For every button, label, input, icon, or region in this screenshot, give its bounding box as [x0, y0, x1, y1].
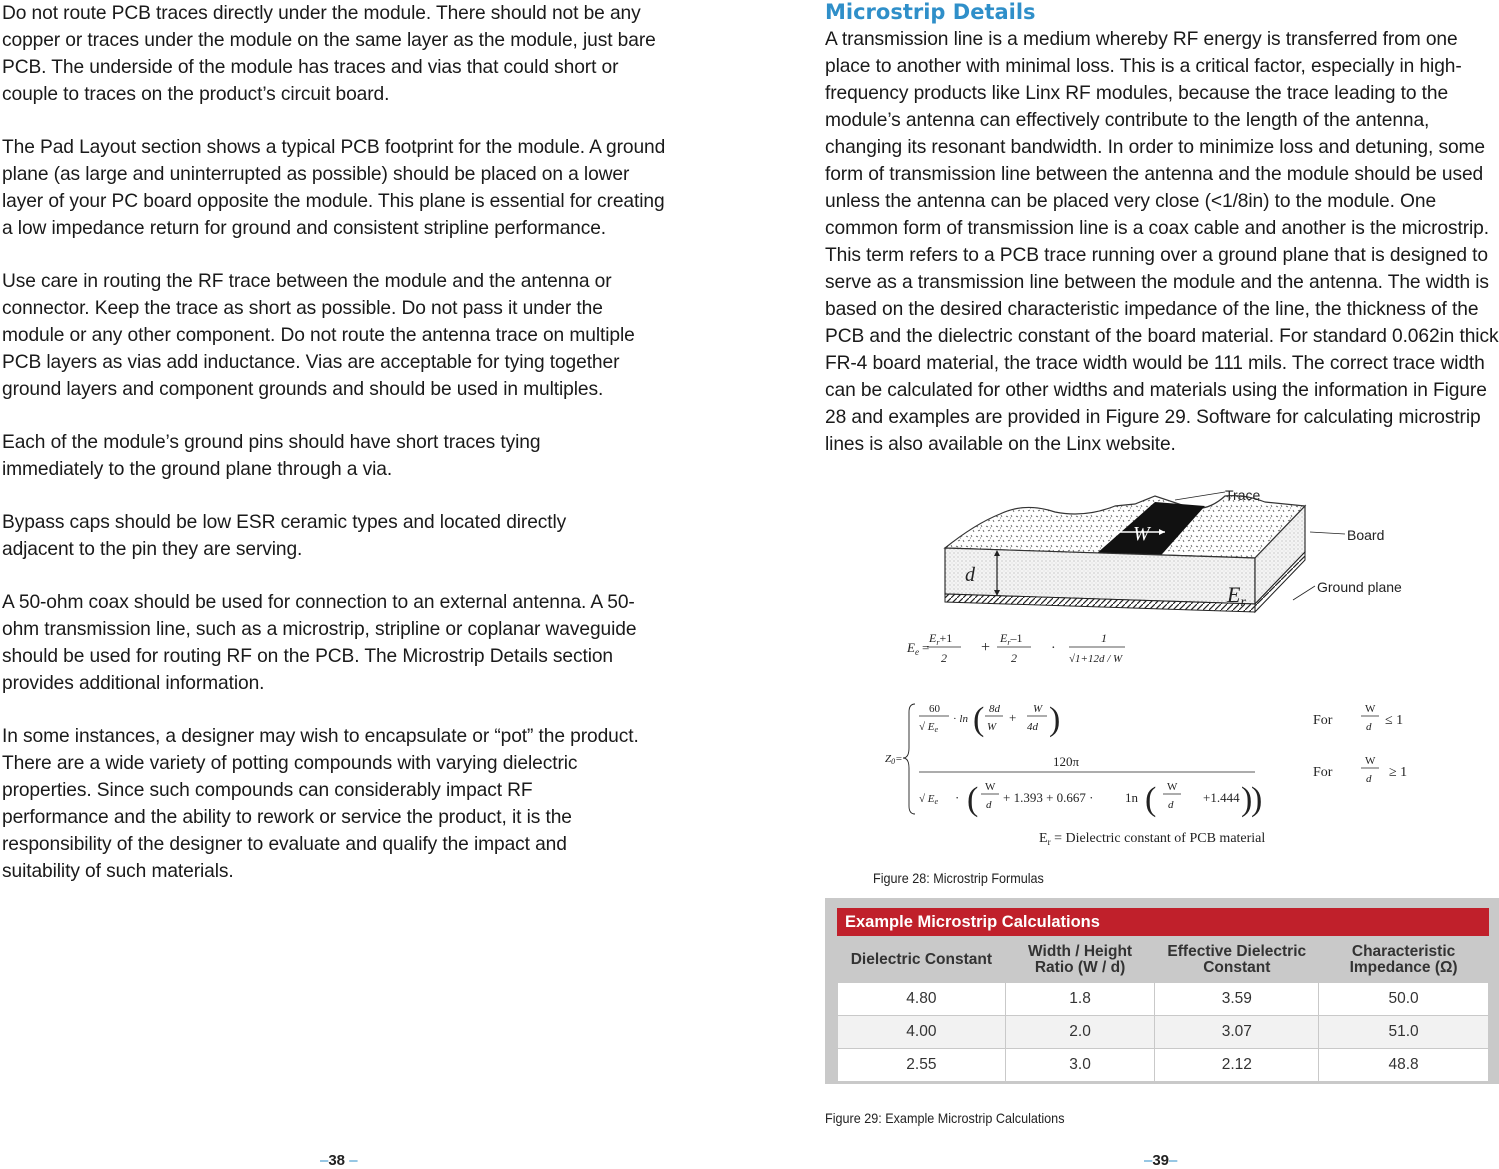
z0-brace: [903, 704, 915, 814]
board-leader-line: [1310, 532, 1345, 534]
paragraph-50-ohm: A 50-ohm coax should be used for connection to an external antenna. A 50-ohm transmission line, such as a microstrip, stripline or coplanar waveguide should be used for routing RF on the PCB. The Microstrip Details section provides additional information.: [2, 592, 637, 694]
for-label-2: For: [1313, 765, 1333, 780]
frac-w: W: [987, 721, 997, 733]
label-trace: Trace: [1225, 487, 1261, 503]
right-page-content: [825, 0, 1499, 1126]
page-number-left: –38 –: [320, 1152, 358, 1169]
z0-d1: d: [986, 799, 992, 811]
frac3-den: √1+12d / W: [1069, 653, 1123, 665]
table-cell: 2.12: [1155, 1049, 1319, 1082]
paren-close-1: ): [1049, 701, 1061, 738]
trace-leader-line: [1175, 492, 1225, 500]
z0-1444: +1.444: [1203, 790, 1240, 805]
label-d: d: [965, 564, 975, 586]
label-board: Board: [1347, 527, 1385, 543]
frac-4d: 4d: [1027, 721, 1038, 733]
frac1-num: $E_r+1$: [929, 631, 953, 647]
paragraph-rf-routing: Use care in routing the RF trace between the module and the antenna or connector. Keep the trace as short as possible. Do not pass it under the module or any other component. Do not route the antenna trace on multiple PCB layers as vias add inductance. Vias are acceptable for tying together ground layers and component grounds and should be used in multiples.: [2, 271, 635, 400]
plus-sign: +: [981, 639, 991, 656]
paren-open-2: (: [967, 781, 979, 818]
microstrip-table-panel: [825, 898, 1499, 1084]
frac-w2: W: [1033, 703, 1043, 715]
sqrt-ee-1: √ Ee: [919, 721, 939, 734]
microstrip-body-text: A transmission line is a medium whereby RF energy is transferred from one place to another with minimal loss. This is a critical factor, especially in high-frequency products like Linx RF modules, because the trace leading to the module’s antenna can effectively contribute to the length of the antenna, changing its resonant bandwidth. In order to minimize loss and detuning, some form of transmission line between the antenna and the module should be used unless the antenna can be placed very close (<1/8in) to the module. One common form of transmission line is a coax cable and another is the microstrip. This term refers to a PCB trace running over a ground plane that is designed to serve as a transmission line between the module and the antenna. The width is based on the desired characteristic impedance of the line, the thickness of the PCB and the dielectric constant of the board material. For standard 0.062in thick FR-4 board material, the trace width would be 111 mils. The correct trace width can be calculated for other widths and materials using the information in Figure 28 and examples are provided in Figure 29. Software for calculating microstrip lines is also available on the Linx website.: [825, 29, 1499, 455]
z0-1n: 1n: [1125, 790, 1138, 805]
paragraph-pad-layout: The Pad Layout section shows a typical PCB footprint for the module. A ground plane (as large and uninterrupted as possible) should be placed on a lower layer of your PC board opposite the module. This plane is essential for creating a low impedance return for ground and consistent stripline performance.: [2, 137, 666, 239]
ground-leader-line: [1293, 586, 1315, 600]
page-number-right: –39–: [1144, 1152, 1178, 1169]
paren-close-3: ): [1241, 781, 1253, 818]
dot-2: ·: [955, 790, 960, 805]
table-cell: 3.0: [1005, 1049, 1155, 1082]
dot-operator: ·: [1051, 641, 1056, 656]
z0-constants: + 1.393 + 0.667 ·: [1003, 790, 1094, 805]
cond1-d: d: [1366, 721, 1372, 733]
table-cell: 51.0: [1319, 1016, 1489, 1049]
table-row: [838, 1049, 1489, 1082]
z0-w2: W: [1167, 781, 1178, 793]
left-page-content: [2, 0, 674, 911]
header-dielectric-constant: Dielectric Constant: [850, 951, 992, 968]
for-label-1: For: [1313, 713, 1333, 728]
label-ground-plane: Ground plane: [1317, 579, 1402, 595]
ee-lhs: $E_e$ =: [907, 640, 930, 657]
cond2-geq: ≥ 1: [1389, 765, 1408, 780]
microstrip-formulas: [885, 620, 1485, 860]
table-row: [838, 983, 1489, 1016]
header-characteristic-impedance: Characteristic Impedance (Ω): [1349, 943, 1458, 976]
table-cell: 50.0: [1319, 983, 1489, 1016]
microstrip-calculations-table: [837, 938, 1489, 1082]
table-cell: 2.55: [838, 1049, 1006, 1082]
sqrt-ee-2: √ Ee: [919, 793, 939, 806]
cond1-w: W: [1365, 703, 1376, 715]
cond2-w: W: [1365, 755, 1376, 767]
cond1-leq: ≤ 1: [1385, 713, 1404, 728]
table-title: Example Microstrip Calculations: [837, 908, 1489, 936]
ln-term: · ln: [953, 713, 968, 725]
label-er: Er: [1227, 582, 1246, 610]
table-header-row: [838, 938, 1489, 983]
er-definition: $E_r$ = Dielectric constant of PCB material: [1039, 831, 1266, 847]
z0-60: 60: [929, 703, 940, 715]
paragraph-bypass-caps: Bypass caps should be low ESR ceramic types and located directly adjacent to the pin they are serving.: [2, 512, 567, 560]
paren-close-2: ): [1251, 781, 1263, 818]
table-cell: 4.80: [838, 983, 1006, 1016]
z0-lhs: Z0=: [885, 753, 903, 766]
paren-open-1: (: [973, 701, 985, 738]
frac1-den: 2: [941, 651, 947, 665]
table-cell: 48.8: [1319, 1049, 1489, 1082]
paragraph-ground-pins: Each of the module’s ground pins should have short traces tying immediately to the ground plane through a via.: [2, 432, 541, 480]
paragraph-potting: In some instances, a designer may wish to encapsulate or “pot” the product. There are a wide variety of potting compounds with varying dielectric properties. Since such compounds can considerably impact RF performance and the ability to rework or service the product, it is the responsibility of the designer to evaluate and qualify the impact and suitability of such materials.: [2, 726, 639, 882]
section-title: Microstrip Details: [825, 0, 1036, 24]
figure-28-caption: Figure 28: Microstrip Formulas: [873, 870, 1044, 886]
figure-29-caption: Figure 29: Example Microstrip Calculations: [825, 1110, 1065, 1126]
header-effective-dielectric: Effective Dielectric Constant: [1167, 943, 1307, 976]
frac2-num: $E_r-1$: [1000, 631, 1023, 647]
table-cell: 3.59: [1155, 983, 1319, 1016]
n120pi: 120π: [1053, 754, 1080, 769]
table-cell: 1.8: [1005, 983, 1155, 1016]
plus-inner: +: [1009, 710, 1017, 725]
table-row: [838, 1016, 1489, 1049]
z0-d2: d: [1168, 799, 1174, 811]
label-w: W: [1133, 523, 1150, 545]
table-cell: 3.07: [1155, 1016, 1319, 1049]
frac2-den: 2: [1011, 651, 1017, 665]
frac-8d: 8d: [989, 703, 1000, 715]
frac3-num: 1: [1101, 631, 1107, 645]
header-width-height-ratio: Width / Height Ratio (W / d): [1028, 943, 1133, 976]
cond2-d: d: [1366, 773, 1372, 785]
paragraph-traces-under-module: Do not route PCB traces directly under the module. There should not be any copper or traces under the module on the same layer as the module, just bare PCB. The underside of the module has traces and vias that could short or couple to traces on the product’s circuit board.: [2, 3, 656, 105]
table-cell: 4.00: [838, 1016, 1006, 1049]
table-cell: 2.0: [1005, 1016, 1155, 1049]
paren-open-3: (: [1145, 781, 1157, 818]
z0-w1: W: [985, 781, 996, 793]
